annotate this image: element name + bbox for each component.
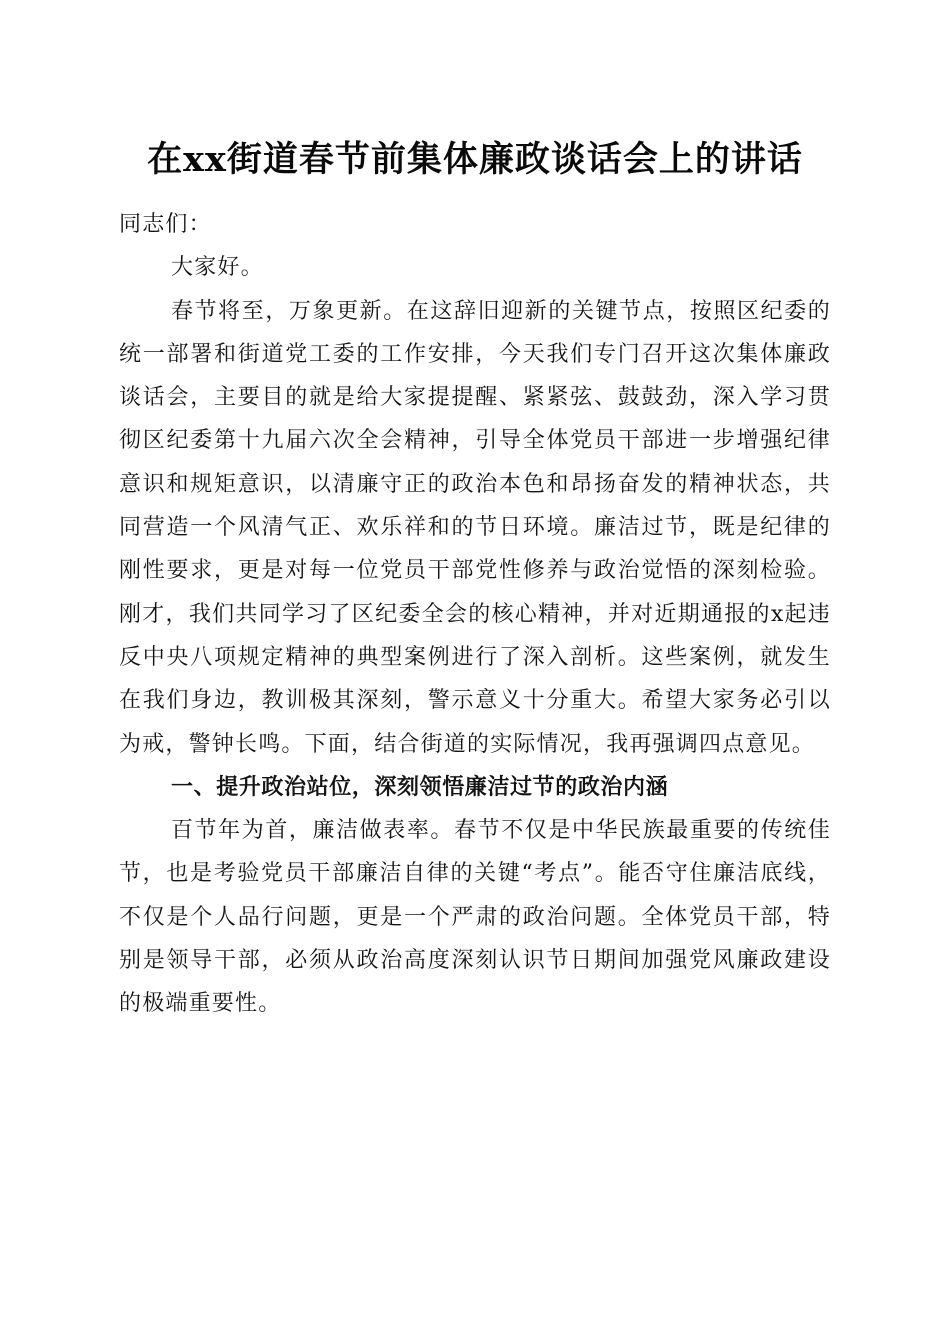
document-body (119, 203, 831, 1026)
intro-paragraph: 春节将至，万象更新。在这辞旧迎新的关键节点，按照区纪委的统一部署和街道党工委的工作安排，今天我们专门召开这次集体廉政谈话会，主要目的就是给大家提提醒、紧紧弦、鼓鼓劲，深入学习贯彻区纪委第十九届六次全会精神，引导全体党员干部进一步增强纪律意识和规矩意识，以清廉守正的政治本色和昂扬奋发的精神状态，共同营造一个风清气正、欢乐祥和的节日环境。廉洁过节，既是纪律的刚性要求，更是对每一位党员干部党性修养与政治觉悟的深刻检验。刚才，我们共同学习了区纪委全会的核心精神，并对近期通报的x起违反中央八项规定精神的典型案例进行了深入剖析。这些案例，就发生在我们身边，教训极其深刻，警示意义十分重大。希望大家务必引以为戒，警钟长鸣。下面，结合街道的实际情况，我再强调四点意见。 (119, 298, 831, 757)
greeting: 大家好。 (171, 255, 264, 281)
document-title: 在xx街道春节前集体廉政谈话会上的讲话 (147, 139, 803, 180)
section-paragraph: 百节年为首，廉洁做表率。春节不仅是中华民族最重要的传统佳节，也是考验党员干部廉洁自律的关键“考点”。能否守住廉洁底线，不仅是个人品行问题，更是一个严肃的政治问题。全体党员干部，特别是领导干部，必须从政治高度深刻认识节日期间加强党风廉政建设的极端重要性。 (119, 818, 831, 1017)
salutation: 同志们： (119, 212, 212, 237)
section-heading: 一、提升政治站位，深刻领悟廉洁过节的政治内涵 (171, 774, 669, 800)
